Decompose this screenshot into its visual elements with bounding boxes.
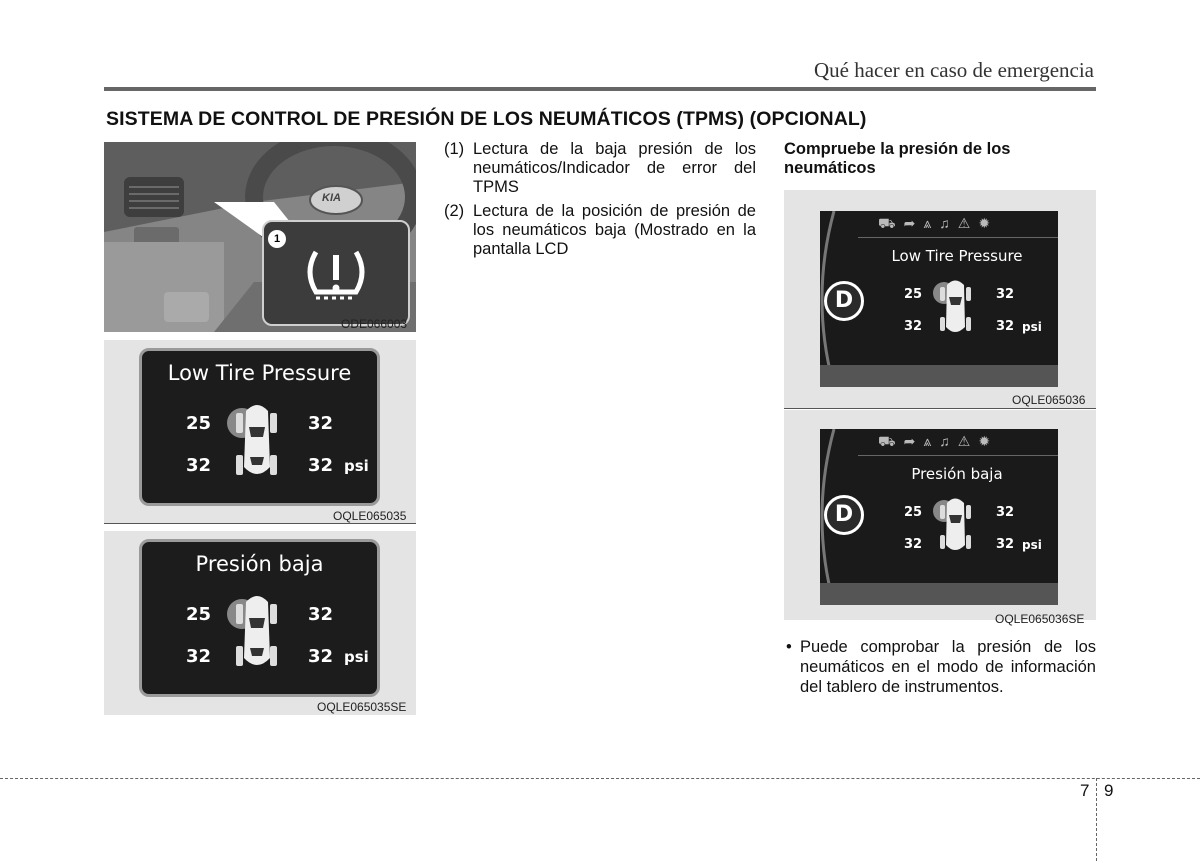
lcd-panel-es: [139, 539, 380, 697]
list-number: (1): [444, 140, 465, 158]
figure-code: OQLE065036SE: [995, 612, 1085, 626]
divider: [858, 455, 1058, 456]
tire-front-right: 32: [308, 604, 334, 625]
car-top-icon: [932, 493, 980, 557]
trip-icon: ⛟: [878, 215, 896, 231]
pressure-unit: psi: [1022, 320, 1042, 334]
page-number: 9: [1104, 781, 1114, 800]
section-title: SISTEMA DE CONTROL DE PRESIÓN DE LOS NEUMÁTICOS (TPMS) (OPCIONAL): [106, 108, 867, 130]
lcd-message: Low Tire Pressure: [167, 361, 352, 385]
cluster-panel-en: [820, 211, 1058, 387]
list-text: Lectura de la baja presión de los neumáticos/Indicador de error del TPMS: [473, 140, 756, 196]
gear-indicator: D: [824, 281, 864, 321]
car-top-icon: [932, 275, 980, 339]
footer-rule: [0, 778, 1200, 779]
tire-front-right: 32: [996, 287, 1015, 302]
turn-arrow-icon: ➦: [903, 215, 916, 231]
tire-rear-right: 32: [996, 537, 1015, 552]
cluster-bottom-bar: [820, 365, 1058, 387]
tire-rear-left: 32: [186, 646, 212, 667]
figure-code: ODE066003: [341, 317, 408, 331]
pressure-unit: psi: [344, 457, 369, 475]
subsection-title: Compruebe la presión de los neumáticos: [784, 140, 1011, 177]
header-rule: [104, 87, 1096, 91]
bullet-text: Puede comprobar la presión de los neumáticos en el modo de información del tablero de instrumentos.: [800, 638, 1096, 696]
turn-arrow-icon: ➦: [903, 433, 916, 449]
chapter-number: 7: [1080, 781, 1090, 800]
music-icon: ♫: [939, 215, 950, 231]
list-number: (2): [444, 202, 465, 220]
bullet-item: [786, 637, 1096, 697]
cluster-panel-es: [820, 429, 1058, 605]
tire-front-left: 25: [904, 287, 923, 302]
gear-indicator: D: [824, 495, 864, 535]
road-icon: ⩓: [923, 215, 932, 231]
car-top-icon: [226, 588, 290, 674]
tire-rear-left: 32: [904, 537, 923, 552]
list-item: [444, 140, 756, 197]
tire-front-left: 25: [186, 413, 212, 434]
tire-rear-right: 32: [308, 646, 334, 667]
cluster-bottom-bar: [820, 583, 1058, 605]
tire-rear-right: 32: [308, 455, 334, 476]
lcd-message: Presión baja: [195, 552, 324, 576]
cluster-message: Presión baja: [911, 465, 1003, 483]
list-item: [444, 202, 756, 259]
callout-legend-list: [444, 140, 756, 264]
cluster-icon-row: [878, 215, 990, 234]
cluster-icon-row: [878, 433, 990, 452]
warning-icon: ⚠: [957, 215, 971, 231]
tire-rear-left: 32: [904, 319, 923, 334]
road-icon: ⩓: [923, 433, 932, 449]
figure-rule: [104, 523, 416, 524]
tire-front-right: 32: [996, 505, 1015, 520]
figure-code: OQLE065035: [333, 509, 407, 523]
warning-icon: ⚠: [957, 433, 971, 449]
divider: [858, 237, 1058, 238]
tire-front-left: 25: [186, 604, 212, 625]
music-icon: ♫: [939, 433, 950, 449]
pressure-unit: psi: [1022, 538, 1042, 552]
cluster-message: Low Tire Pressure: [891, 247, 1023, 265]
lcd-panel-en: [139, 348, 380, 506]
callout-number: 1: [268, 230, 286, 248]
list-text: Lectura de la posición de presión de los neumáticos baja (Mostrado en la pantalla LCD: [473, 202, 756, 258]
kia-logo: KIA: [322, 192, 341, 204]
gear-icon: ✹: [978, 215, 991, 231]
tire-rear-left: 32: [186, 455, 212, 476]
tire-front-left: 25: [904, 505, 923, 520]
footer-divider: [1096, 778, 1097, 861]
trip-icon: ⛟: [878, 433, 896, 449]
tire-front-right: 32: [308, 413, 334, 434]
pressure-unit: psi: [344, 648, 369, 666]
running-header: Qué hacer en caso de emergencia: [813, 58, 1094, 82]
car-top-icon: [226, 397, 290, 483]
figure-code: OQLE065036: [1012, 393, 1086, 407]
figure-rule: [784, 408, 1096, 409]
tire-rear-right: 32: [996, 319, 1015, 334]
figure-code: OQLE065035SE: [317, 700, 407, 714]
gear-icon: ✹: [978, 433, 991, 449]
bullet-dot: •: [786, 638, 792, 656]
